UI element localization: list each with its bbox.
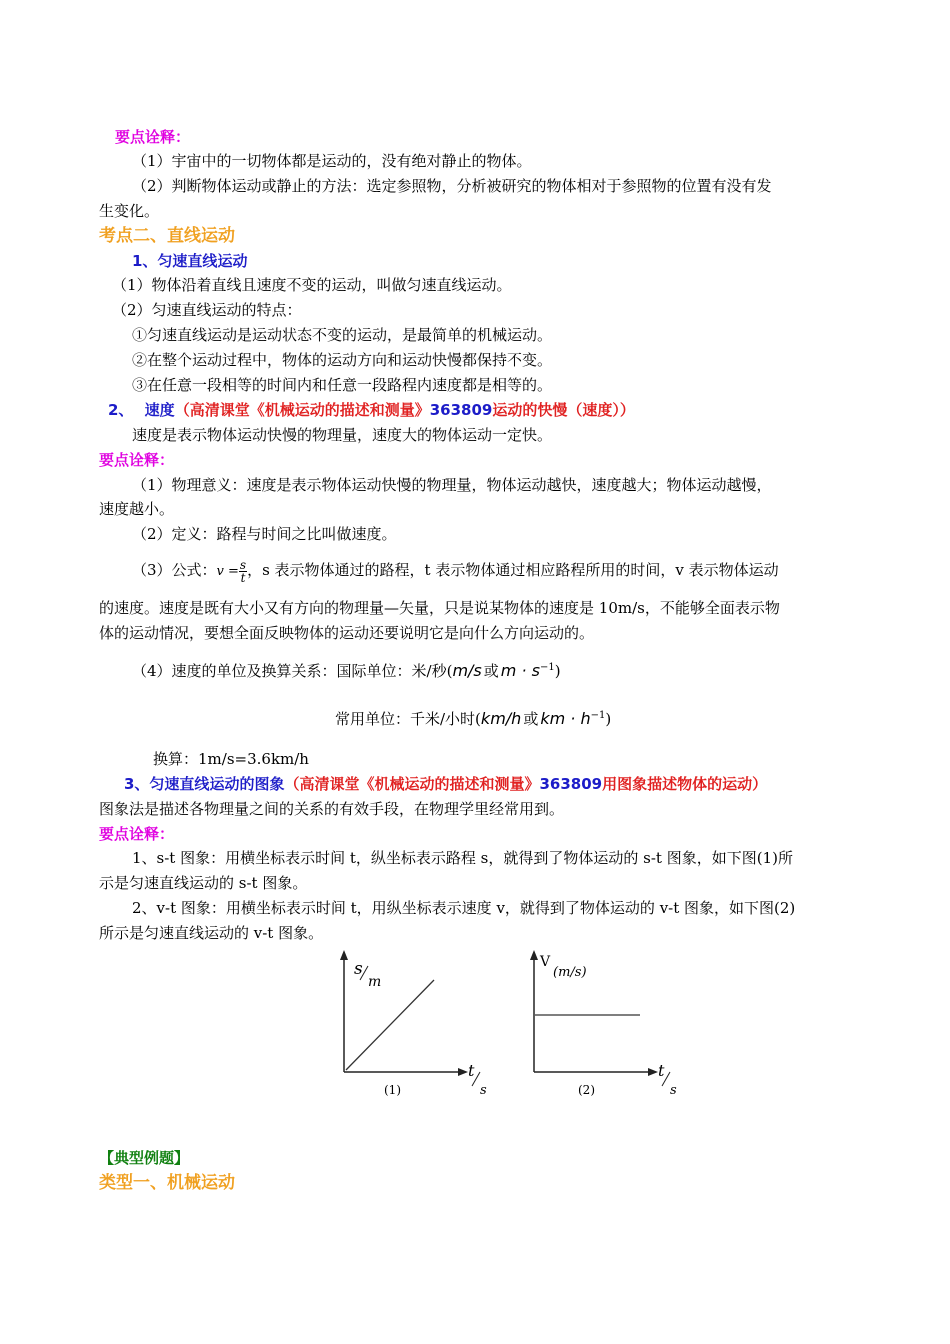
paragraph: 生变化。 (99, 202, 160, 220)
paragraph: （2）判断物体运动或静止的方法：选定参照物，分析被研究的物体相对于参照物的位置有没有发 (132, 177, 772, 195)
paragraph: 图象法是描述各物理量之间的关系的有效手段，在物理学里经常用到。 (99, 800, 565, 818)
paragraph: 速度越小。 (99, 500, 175, 518)
key-points-heading: 要点诠释： (99, 825, 175, 843)
paragraph: 2、v-t 图象：用横坐标表示时间 t，用纵坐标表示速度 v，就得到了物体运动的 v-t 图象，如下图(2) (132, 899, 796, 917)
x-axis-arrow (458, 1068, 468, 1076)
x-label-den: s (480, 1083, 487, 1098)
paragraph: 速度是表示物体运动快慢的物理量，速度大的物体运动一定快。 (132, 426, 553, 444)
paragraph: （1）物体沿着直线且速度不变的运动，叫做匀速直线运动。 (112, 276, 512, 294)
figure-caption: (1) (384, 1083, 401, 1097)
paragraph: 1、s-t 图象：用横坐标表示时间 t，纵坐标表示路程 s，就得到了物体运动的 s-t 图象，如下图(1)所 (132, 849, 793, 867)
y-label-num: s (354, 959, 363, 979)
formula-v: v = (216, 564, 239, 579)
key-points-heading: 要点诠释： (115, 128, 191, 146)
list-item: ②在整个运动过程中，物体的运动方向和运动快慢都保持不变。 (132, 351, 553, 369)
y-axis-arrow (530, 950, 538, 960)
figure-vt-graph (520, 944, 690, 1104)
paragraph: （1）物理意义：速度是表示物体运动快慢的物理量，物体运动越快，速度越大；物体运动越慢， (132, 476, 772, 494)
paragraph: （2）匀速直线运动的特点： (112, 301, 302, 319)
y-label: V (540, 954, 551, 970)
graph-heading: 3、匀速直线运动的图象（高清课堂《机械运动的描述和测量》363809用图象描述物体的运动） (124, 775, 768, 793)
speed-heading: 2、 速度（高清课堂《机械运动的描述和测量》363809运动的快慢（速度）） (108, 401, 635, 419)
section-title: 类型一、机械运动 (99, 1173, 235, 1193)
paragraph: 的速度。速度是既有大小又有方向的物理量—矢量，只是说某物体的速度是 10m/s，不能够全面表示物 (99, 599, 780, 617)
list-item: ①匀速直线运动是运动状态不变的运动，是最简单的机械运动。 (132, 326, 553, 344)
section-title: 考点二、直线运动 (99, 226, 235, 246)
si-unit-line: （4）速度的单位及换算关系：国际单位：米/秒(m/s 或 $m \cdot s^{-1}$) (132, 661, 561, 680)
paragraph: （2）定义：路程与时间之比叫做速度。 (132, 525, 397, 543)
st-line (346, 980, 434, 1070)
y-unit: (m/s) (553, 965, 587, 980)
x-label-num: t (658, 1061, 665, 1080)
paragraph: 所示是匀速直线运动的 v-t 图象。 (99, 924, 324, 942)
formula-line: （3）公式：v = $\frac{s}{t}$ ，s 表示物体通过的路程，t 表示物体通过相应路程所用的时间，v 表示物体运动 (132, 557, 779, 585)
y-label-den: m (368, 974, 382, 990)
x-axis-arrow (648, 1068, 658, 1076)
paragraph: 体的运动情况，要想全面反映物体的运动还要说明它是向什么方向运动的。 (99, 624, 595, 642)
x-label-den: s (670, 1083, 677, 1098)
examples-heading: 【典型例题】 (99, 1149, 190, 1167)
paragraph: 示是匀速直线运动的 s-t 图象。 (99, 874, 308, 892)
key-points-heading: 要点诠释： (99, 451, 175, 469)
x-label-num: t (468, 1061, 475, 1080)
formula-fraction: $\frac{s}{t}$ (239, 557, 247, 585)
paragraph: （1）宇宙中的一切物体都是运动的，没有绝对静止的物体。 (132, 152, 532, 170)
conversion: 换算：1m/s=3.6km/h (153, 750, 309, 768)
common-unit-line: 常用单位：千米/小时(km/h 或 km · $h^{-1}$) (335, 709, 612, 728)
y-axis-arrow (340, 950, 348, 960)
subsection-title: 1、匀速直线运动 (132, 252, 248, 270)
figure-caption: (2) (578, 1083, 595, 1097)
list-item: ③在任意一段相等的时间内和任意一段路程内速度都是相等的。 (132, 376, 553, 394)
figure-st-graph (332, 944, 502, 1104)
